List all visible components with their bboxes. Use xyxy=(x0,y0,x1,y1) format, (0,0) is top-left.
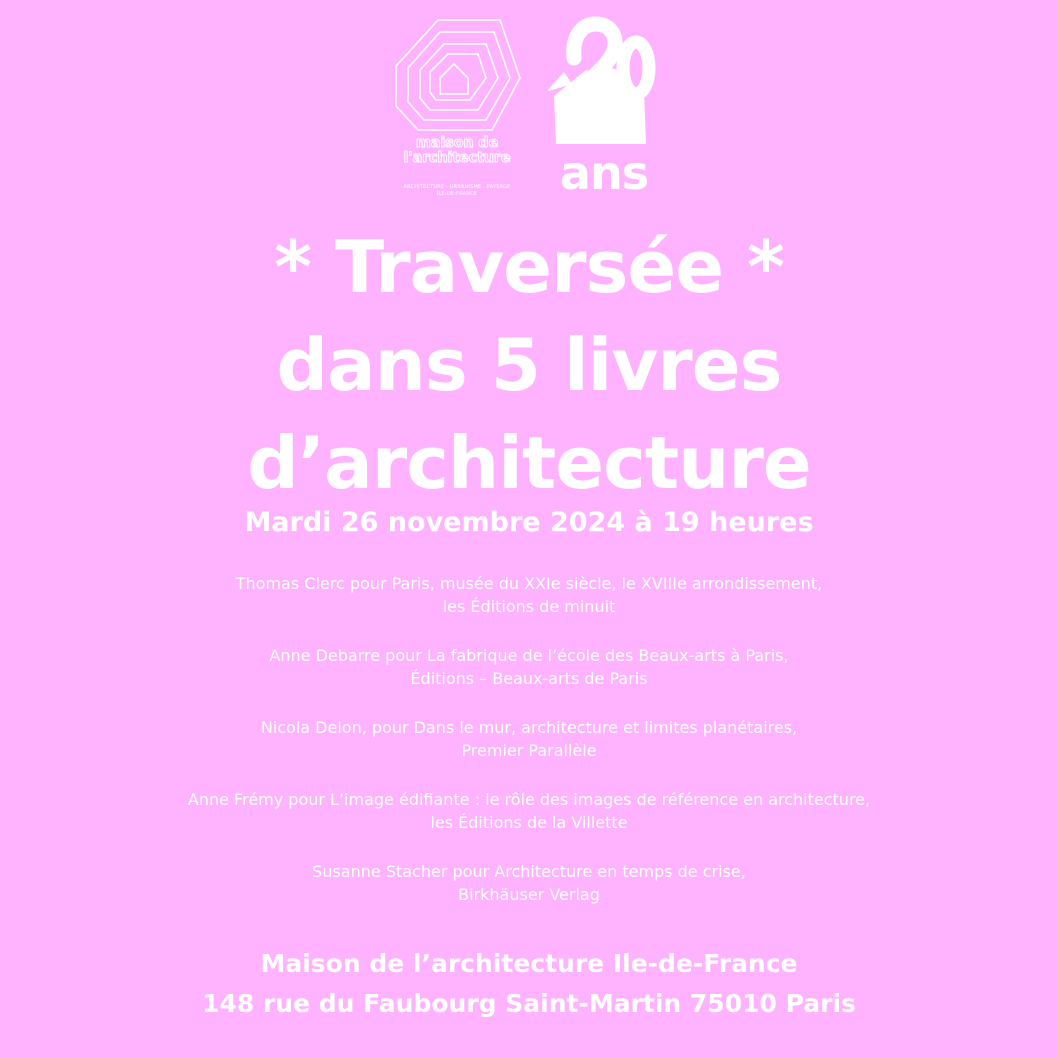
maison-logo-subtitle-1: ARCHITECTURE · URBANISME · PAYSAGE xyxy=(403,184,511,190)
book-line-1: Nicola Delon, pour Dans le mur, architecture et limites planétaires, xyxy=(260,718,798,737)
book-line-2: Éditions – Beaux-arts de Paris xyxy=(410,669,648,688)
maison-architecture-logo xyxy=(382,14,532,204)
maison-logo-name xyxy=(382,136,532,166)
maison-logo-subtitle-2: ÎLE-DE-FRANCE xyxy=(436,191,478,197)
twenty-house-icon xyxy=(548,16,660,151)
anniversary-label: ans xyxy=(559,146,649,200)
book-item xyxy=(0,644,1058,690)
book-item xyxy=(0,788,1058,834)
maison-logo-name-line-2: l'architecture xyxy=(403,150,511,166)
house-outline-icon xyxy=(382,14,532,134)
book-item xyxy=(0,860,1058,906)
book-item xyxy=(0,716,1058,762)
book-line-1: Anne Debarre pour La fabrique de l’école des Beaux-arts à Paris, xyxy=(269,646,789,665)
book-list xyxy=(0,572,1058,932)
venue-address xyxy=(0,944,1058,1024)
maison-logo-name-line-1: maison de xyxy=(415,135,499,151)
event-date: Mardi 26 novembre 2024 à 19 heures xyxy=(244,507,814,538)
book-line-2: les Éditions de minuit xyxy=(442,597,616,616)
anniversary-logo xyxy=(548,16,660,200)
book-line-1: Susanne Stacher pour Architecture en temps de crise, xyxy=(312,862,746,881)
event-title xyxy=(0,218,1058,512)
venue-street: 148 rue du Faubourg Saint-Martin 75010 Paris xyxy=(202,989,856,1018)
title-line-2: dans 5 livres xyxy=(276,323,782,407)
book-line-1: Thomas Clerc pour Paris, musée du XXIe siècle, le XVIIIe arrondissement, xyxy=(235,574,823,593)
title-line-1: * Traversée * xyxy=(274,225,784,309)
venue-name: Maison de l’architecture Ile-de-France xyxy=(260,949,798,978)
book-line-2: Birkhäuser Verlag xyxy=(458,885,600,904)
book-line-2: Premier Parallèle xyxy=(461,741,597,760)
book-item xyxy=(0,572,1058,618)
book-line-2: les Éditions de la Villette xyxy=(430,813,628,832)
book-line-1: Anne Frémy pour L’image édifiante : le rôle des images de référence en architecture, xyxy=(187,790,871,809)
title-line-3: d’architecture xyxy=(247,421,811,505)
